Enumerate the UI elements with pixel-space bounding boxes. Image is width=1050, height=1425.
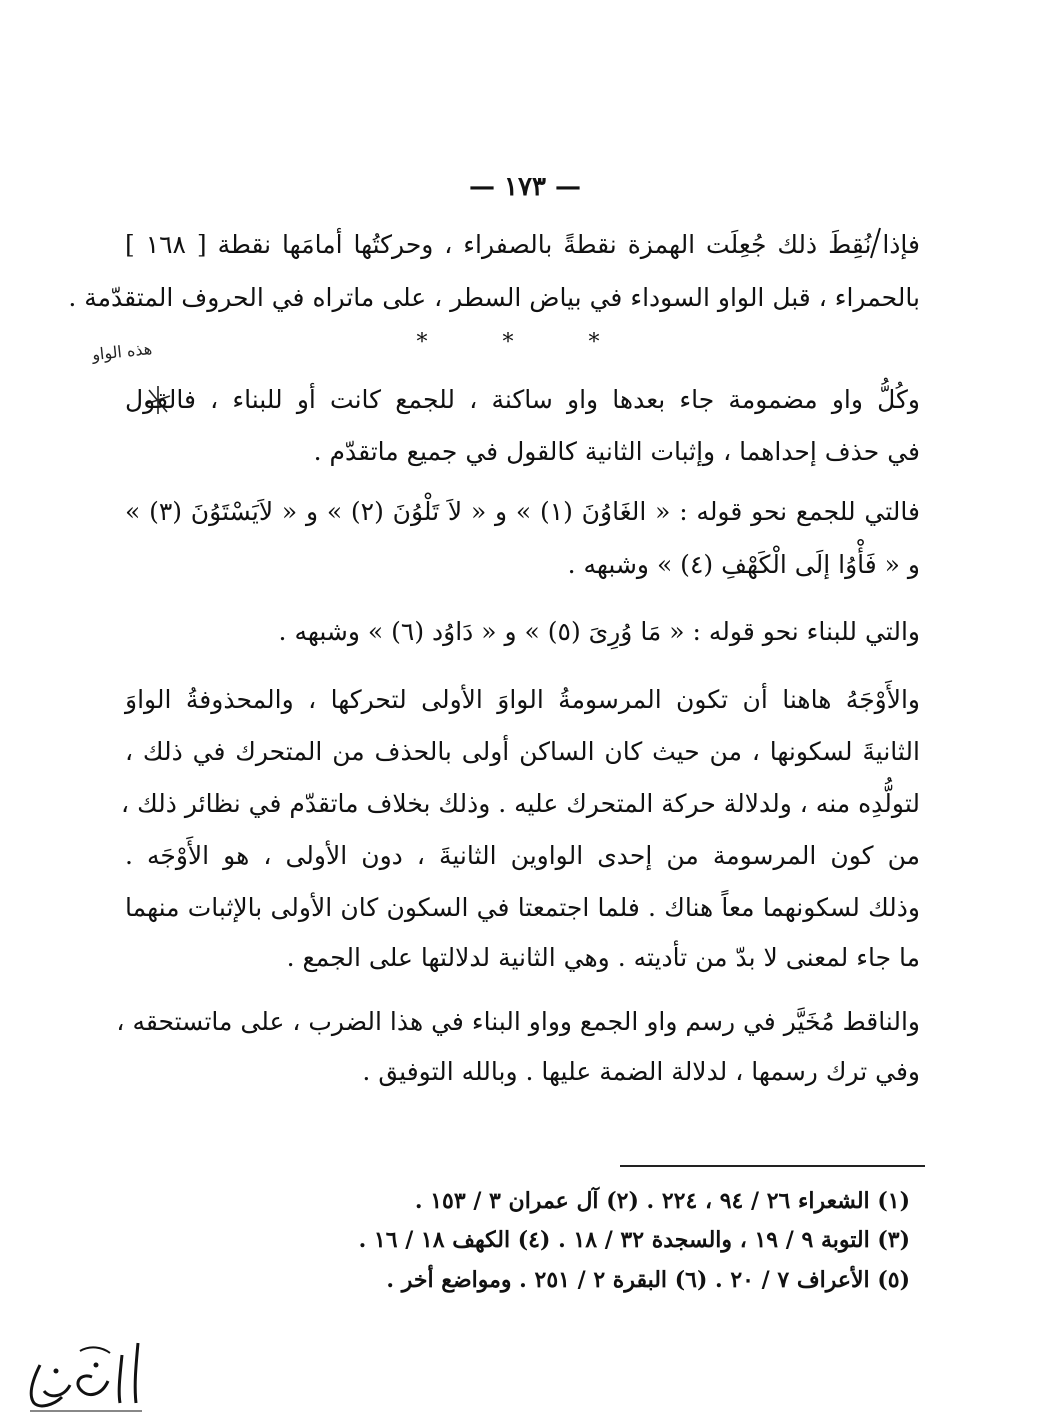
footnote: (٣) التوبة ٩ / ١٩ ، والسجدة ٣٢ / ١٨ . (٤) الكهف ١٨ / ١٦ . — [358, 1227, 910, 1253]
text-line: لتولُّدِه منه ، ولدلالة حركة المتحرك عليه . وذلك بخلاف ماتقدّم في نظائر ذلك ، — [121, 789, 920, 818]
page-number: — ١٧٣ — — [468, 172, 582, 202]
footnote: (٥) الأعراف ٧ / ٢٠ . (٦) البقرة ٢ / ٢٥١ . ومواضع أخر . — [386, 1267, 910, 1293]
footnote-divider — [620, 1165, 925, 1167]
text-line: فإذا نُقِطَ ذلك جُعِلَت الهمزة نقطةً بالصفراء ، وحركتُها أمامَها نقطة [ ١٦٨ ] — [125, 230, 920, 259]
text-line: من كون المرسومة من إحدى الواوين الثانيةَ ، دون الأولى ، هو الأَوْجَه . — [125, 841, 920, 870]
text-line: فالتي للجمع نحو قوله : « الغَاوُنَ (١) » و « لاَ تَلْوُنَ (٢) » و « لاَيَسْتَوُنَ (٣) » — [125, 497, 920, 526]
text-line: وفي ترك رسمها ، لدلالة الضمة عليها . وبالله التوفيق . — [362, 1057, 920, 1086]
text-line: والتي للبناء نحو قوله : « مَا وُرِىَ (٥) » و « دَاوُد (٦) » وشبهه . — [278, 617, 920, 646]
margin-note: هذه الواو — [91, 338, 153, 365]
text-line: وكُلُّ واو مضمومة جاء بعدها واو ساكنة ، للجمع كانت أو للبناء ، فالقول — [125, 385, 920, 414]
text-line: و « فَأْوُا إلَى الْكَهْفِ (٤) » وشبهه . — [567, 550, 920, 579]
text-line: ما جاء لمعنى لا بدّ من تأديته . وهي الثانية لدلالتها على الجمع . — [286, 943, 920, 972]
calligraphy-stamp-logo — [10, 1325, 160, 1415]
text-line: في حذف إحداهما ، وإثبات الثانية كالقول في جميع ماتقدّم . — [313, 437, 920, 466]
text-line: بالحمراء ، قبل الواو السوداء في بياض السطر ، على ماتراه في الحروف المتقدّمة . — [68, 283, 920, 312]
text-line: والناقط مُخَيَّر في رسم واو الجمع وواو البناء في هذا الضرب ، على ماتستحقه ، — [116, 1007, 920, 1036]
text-line: وذلك لسكونهما معاً هناك . فلما اجتمعتا في السكون كان الأولى بالإثبات منهما — [125, 893, 920, 922]
footnote: (١) الشعراء ٢٦ / ٩٤ ، ٢٢٤ . (٢) آل عمران ٣ / ١٥٣ . — [414, 1188, 910, 1214]
section-separator: * * * — [416, 330, 634, 355]
text-line: الثانيةَ لسكونها ، من حيث كان الساكن أولى بالحذف من المتحرك في ذلك ، — [125, 737, 920, 766]
text-line: والأَوْجَهُ هاهنا أن تكون المرسومةُ الواوَ الأولى لتحركها ، والمحذوفةُ الواوَ — [125, 685, 920, 714]
